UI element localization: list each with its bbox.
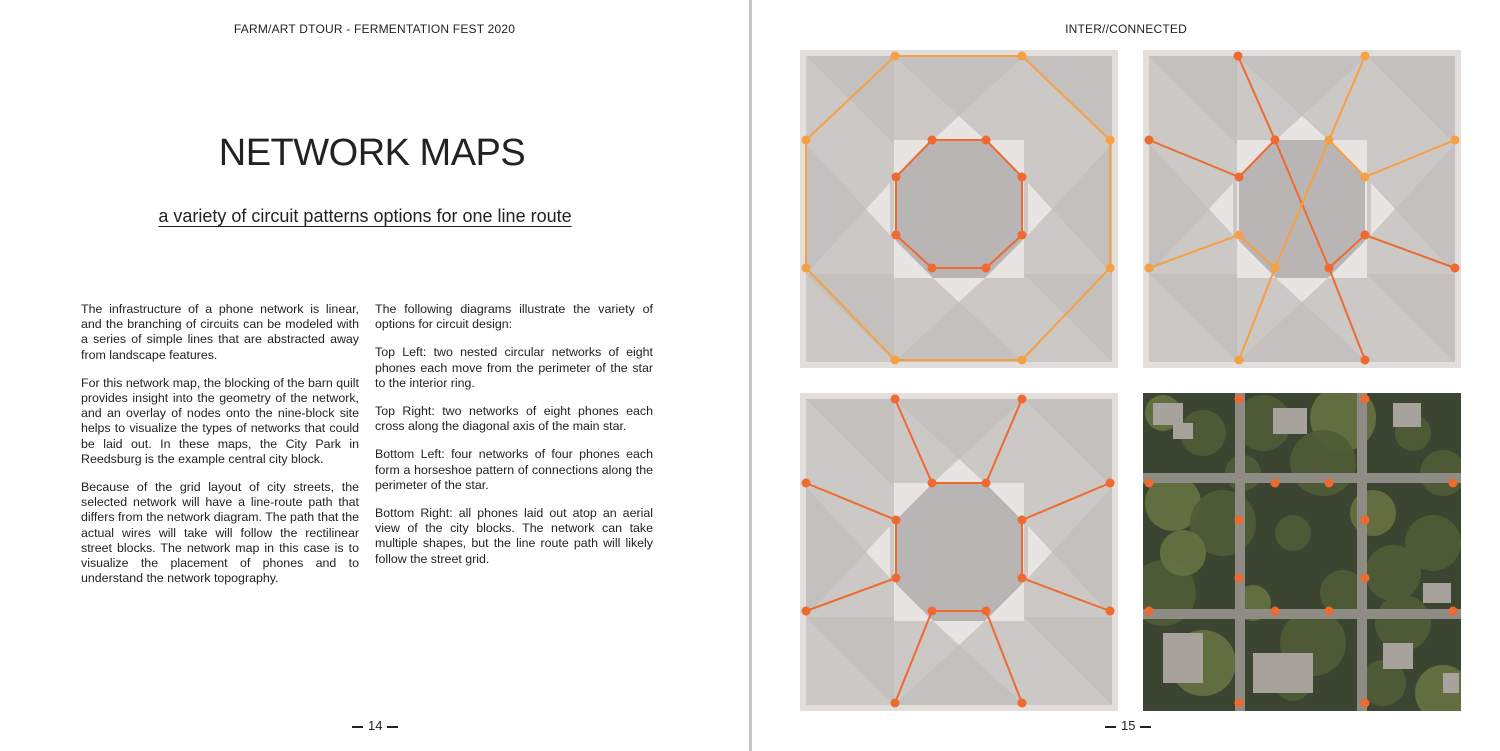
- phone-node: [1018, 699, 1027, 708]
- body-column-left: [81, 302, 359, 599]
- phone-node: [891, 356, 900, 365]
- diagram-aerial-view-network: [1143, 393, 1461, 711]
- page-title: NETWORK MAPS: [218, 132, 526, 174]
- phone-node: [802, 479, 811, 488]
- phone-node: [1018, 173, 1027, 182]
- phone-node: [891, 52, 900, 61]
- diagram-diagonal-crossing-networks: [1143, 50, 1461, 368]
- phone-node: [982, 264, 991, 273]
- phone-node: [1235, 574, 1244, 583]
- rooftop: [1163, 633, 1203, 683]
- phone-node: [1325, 136, 1334, 145]
- phone-node: [1271, 264, 1280, 273]
- paragraph: Because of the grid layout of city streets, the selected network will have a line-route path that differs from the network diagram. The path that the actual wires will take will follow the rectilinear street blocks. The network map in this case is to visualize the placement of phones and to understand the network topography.: [81, 480, 359, 586]
- phone-node: [1361, 52, 1370, 61]
- phone-node: [1106, 607, 1115, 616]
- phone-node: [892, 231, 901, 240]
- rooftop: [1253, 653, 1313, 693]
- tree-canopy: [1365, 545, 1421, 601]
- rooftop: [1153, 403, 1183, 425]
- rooftop: [1443, 673, 1459, 693]
- rooftop: [1393, 403, 1421, 427]
- body-column-right: [375, 302, 653, 580]
- phone-node: [1361, 699, 1370, 708]
- paragraph: Top Right: two networks of eight phones each cross along the diagonal axis of the main star.: [375, 404, 653, 434]
- tree-canopy: [1375, 595, 1431, 651]
- phone-node: [892, 516, 901, 525]
- running-head-left: FARM/ART DTOUR - FERMENTATION FEST 2020: [233, 22, 516, 36]
- phone-node: [892, 574, 901, 583]
- phone-node: [928, 479, 937, 488]
- phone-node: [928, 607, 937, 616]
- phone-node: [982, 607, 991, 616]
- phone-node: [1106, 479, 1115, 488]
- phone-node: [802, 136, 811, 145]
- phone-node: [892, 173, 901, 182]
- phone-node: [802, 264, 811, 273]
- phone-node: [1235, 356, 1244, 365]
- phone-node: [1361, 231, 1370, 240]
- phone-node: [1145, 264, 1154, 273]
- rooftop: [1173, 423, 1193, 439]
- tree-canopy: [1160, 530, 1206, 576]
- rooftop: [1273, 408, 1307, 434]
- phone-node: [1235, 699, 1244, 708]
- street: [1357, 393, 1367, 711]
- phone-node: [982, 479, 991, 488]
- phone-node: [1325, 264, 1334, 273]
- tree-canopy: [1290, 430, 1356, 496]
- phone-node: [1145, 607, 1154, 616]
- paragraph: Top Left: two nested circular networks of eight phones each move from the perimeter of the star to the interior ring.: [375, 345, 653, 390]
- phone-node: [1018, 231, 1027, 240]
- diagram-nested-circular-networks: [800, 50, 1118, 368]
- page-number-left: 14: [347, 718, 403, 733]
- street: [1143, 473, 1461, 483]
- running-head-right: INTER//CONNECTED: [1065, 22, 1187, 36]
- phone-node: [1271, 607, 1280, 616]
- phone-node: [1235, 516, 1244, 525]
- page-subtitle: a variety of circuit patterns options for one line route: [158, 206, 572, 226]
- phone-node: [1449, 607, 1458, 616]
- center-octagon: [1239, 140, 1365, 278]
- rooftop: [1383, 643, 1413, 669]
- phone-node: [891, 699, 900, 708]
- paragraph: The infrastructure of a phone network is linear, and the branching of circuits can be modeled with a series of simple lines that are abstracted away from landscape features.: [81, 302, 359, 362]
- center-octagon: [896, 140, 1022, 278]
- phone-node: [1361, 516, 1370, 525]
- phone-node: [1234, 52, 1243, 61]
- paragraph: The following diagrams illustrate the variety of options for circuit design:: [375, 302, 653, 332]
- paragraph: Bottom Left: four networks of four phones each form a horseshoe pattern of connections along the perimeter of the star.: [375, 447, 653, 492]
- phone-node: [1235, 231, 1244, 240]
- phone-node: [802, 607, 811, 616]
- phone-node: [1451, 136, 1460, 145]
- phone-node: [1018, 356, 1027, 365]
- phone-node: [1361, 395, 1370, 404]
- phone-node: [1271, 136, 1280, 145]
- tree-canopy: [1275, 515, 1311, 551]
- diagram-horseshoe-networks: [800, 393, 1118, 711]
- phone-node: [891, 395, 900, 404]
- phone-node: [1451, 264, 1460, 273]
- phone-node: [928, 136, 937, 145]
- phone-node: [1325, 479, 1334, 488]
- paragraph: Bottom Right: all phones laid out atop an aerial view of the city blocks. The network can take multiple shapes, but the line route path will likely follow the street grid.: [375, 506, 653, 566]
- street: [1235, 393, 1245, 711]
- street: [1143, 609, 1461, 619]
- phone-node: [1449, 479, 1458, 488]
- phone-node: [1018, 395, 1027, 404]
- phone-node: [1361, 173, 1370, 182]
- phone-node: [982, 136, 991, 145]
- phone-node: [1106, 136, 1115, 145]
- phone-node: [1325, 607, 1334, 616]
- phone-node: [1361, 356, 1370, 365]
- phone-node: [1018, 516, 1027, 525]
- phone-node: [1145, 479, 1154, 488]
- phone-node: [1145, 136, 1154, 145]
- phone-node: [1235, 173, 1244, 182]
- phone-node: [1361, 574, 1370, 583]
- tree-canopy: [1350, 490, 1396, 536]
- phone-node: [1018, 574, 1027, 583]
- phone-node: [1106, 264, 1115, 273]
- center-octagon: [896, 483, 1022, 621]
- left-page: [0, 0, 749, 751]
- phone-node: [1271, 479, 1280, 488]
- paragraph: For this network map, the blocking of the barn quilt provides insight into the geometry of the network, and an overlay of nodes onto the nine-block site helps to visualize the types of networks that could be laid out. In these maps, the City Park in Reedsburg is the example central city block.: [81, 375, 359, 466]
- phone-node: [928, 264, 937, 273]
- phone-node: [1018, 52, 1027, 61]
- rooftop: [1423, 583, 1451, 603]
- phone-node: [1235, 395, 1244, 404]
- page-number-right: 15: [1100, 718, 1156, 733]
